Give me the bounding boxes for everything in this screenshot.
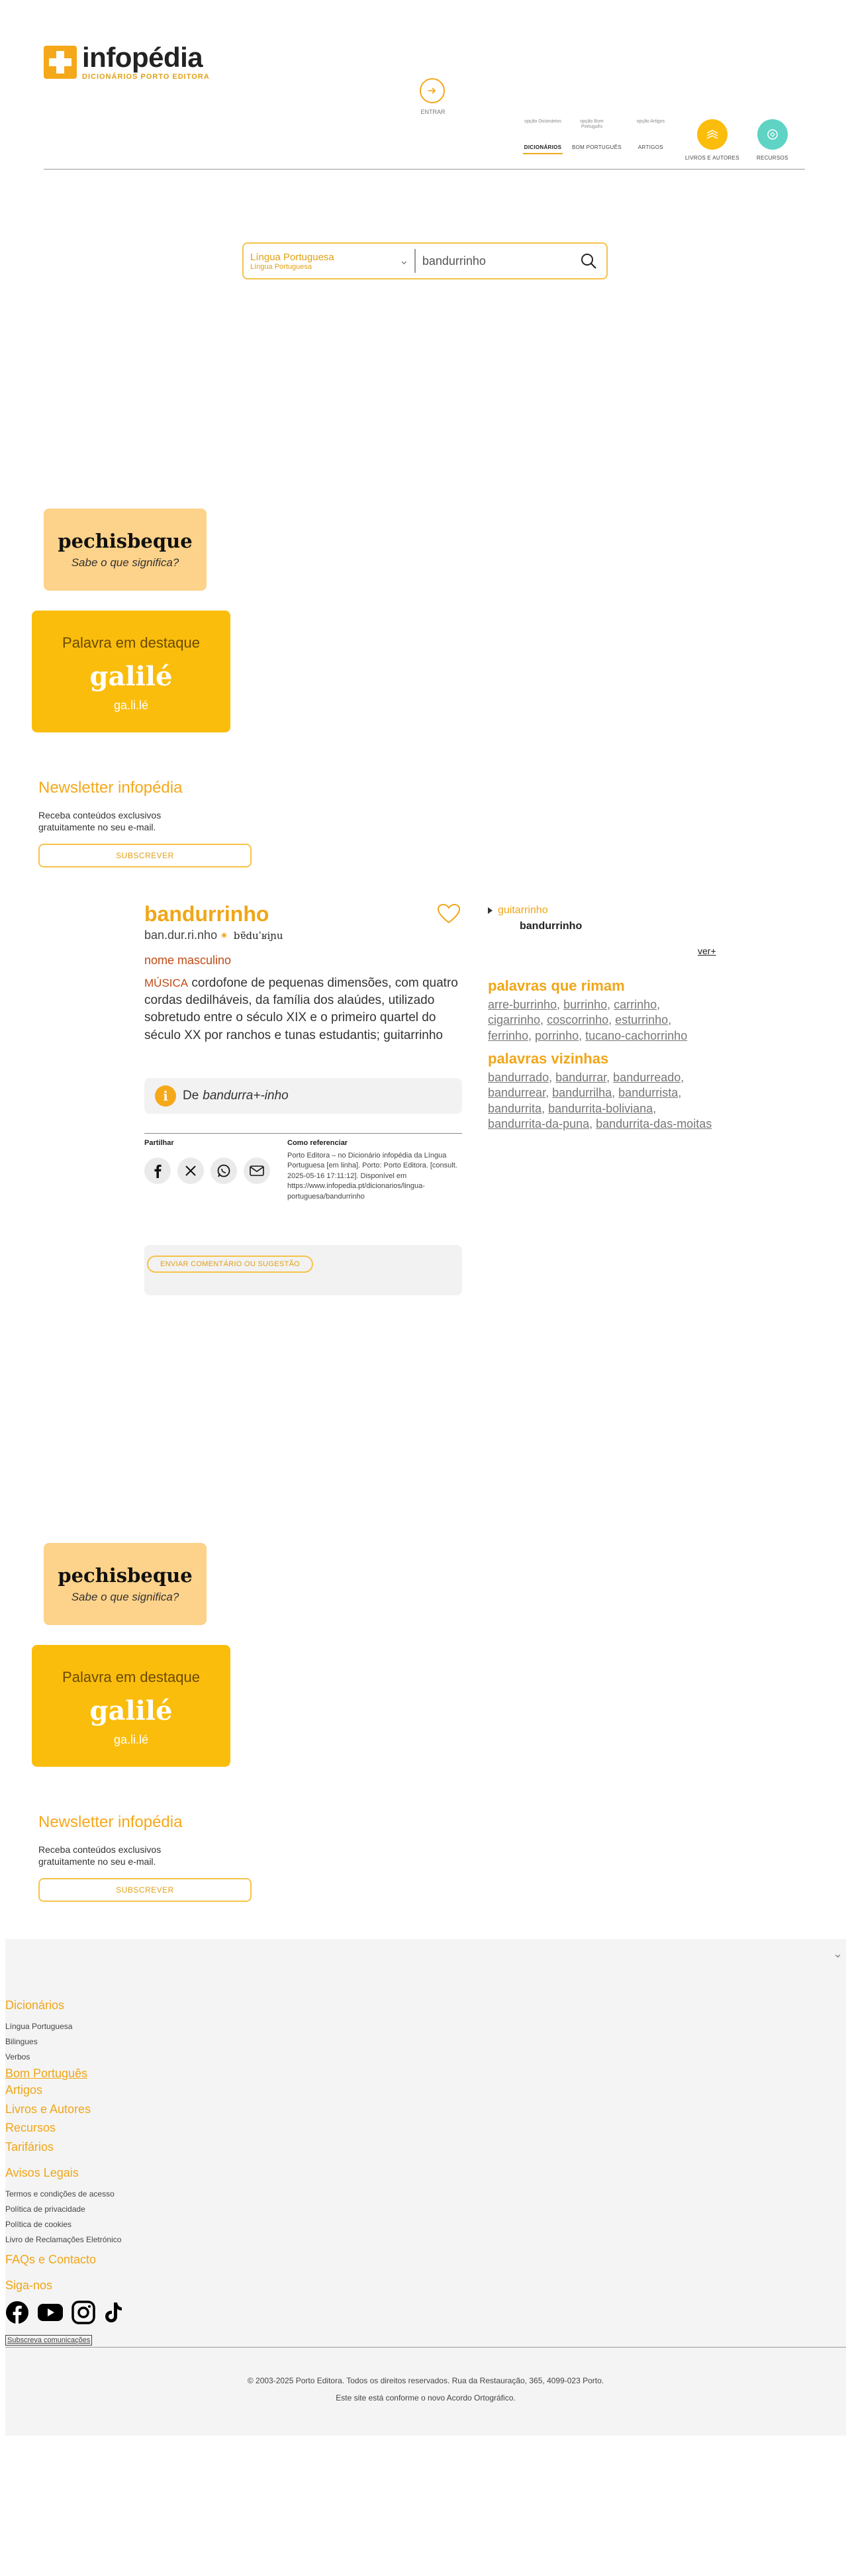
footer-copyright bbox=[5, 2372, 846, 2407]
copyright-text: © 2003-2025 Porto Editora. Todos os direitos reservados. Rua da Restauração, 365, 4099-023 Porto. bbox=[247, 2376, 604, 2385]
share-buttons bbox=[144, 1158, 270, 1184]
rhymes-title: palavras que rimam bbox=[488, 977, 625, 994]
newsletter-description: Receba conteúdos exclusivos gratuitamente no seu e-mail. bbox=[38, 810, 162, 833]
footer-dict-title[interactable]: Dicionários bbox=[5, 1999, 65, 2012]
neighbor-link[interactable]: bandurrado bbox=[488, 1071, 549, 1084]
see-more-link[interactable]: ver+ bbox=[698, 946, 716, 956]
logo-cross-icon bbox=[44, 46, 77, 79]
cite-text: Porto Editora – no Dicionário infopédia da Língua Portuguesa [em linha]. Porto: Porto Editora. [consult. 2025-05-16 17:11:12]. Disponível em https://www.infopedia.pt/dicionarios/lingua-portuguesa/bandurrinho bbox=[287, 1152, 457, 1201]
login-icon bbox=[420, 78, 445, 103]
footer-link-lingua[interactable]: Língua Portuguesa bbox=[5, 2022, 73, 2031]
nav-livros-autores-label: LIVROS E AUTORES bbox=[685, 155, 739, 161]
alphabetical-list bbox=[488, 905, 582, 932]
search-input[interactable] bbox=[416, 254, 576, 268]
entry-definition-text: cordofone de pequenas dimensões, com quatro cordas dedilháveis, da família dos alaúdes, utilizado sobretudo entre o século XIX e o primeiro quartel do século XX por ranchos e tunas estudantis; guitarrinho bbox=[144, 976, 458, 1042]
newsletter-title: Newsletter infopédia bbox=[38, 779, 183, 797]
footer-legal-title[interactable]: Avisos Legais bbox=[5, 2165, 79, 2179]
footer-link-termos[interactable]: Termos e condições de acesso bbox=[5, 2189, 115, 2199]
neighbor-link[interactable]: bandurrar bbox=[555, 1071, 607, 1084]
facebook-share-button[interactable] bbox=[144, 1158, 171, 1184]
nav-artigos[interactable] bbox=[631, 119, 671, 150]
quiz-prompt: Sabe o que significa? bbox=[71, 1591, 179, 1603]
entry-definition bbox=[144, 975, 462, 1044]
featured-word-card-2[interactable] bbox=[32, 1645, 230, 1767]
header-divider bbox=[44, 169, 805, 170]
footer-link-cookies[interactable]: Política de cookies bbox=[5, 2219, 72, 2229]
neighbor-link[interactable]: bandurrita-da-puna bbox=[488, 1117, 590, 1131]
quiz-word: pechisbeque bbox=[58, 530, 193, 552]
word-quiz-card[interactable] bbox=[44, 509, 207, 591]
footer-link-faqs[interactable]: FAQs e Contacto bbox=[5, 2252, 97, 2266]
neighbor-link[interactable]: bandurrita-das-moitas bbox=[596, 1117, 712, 1131]
footer-link-verbos[interactable]: Verbos bbox=[5, 2052, 30, 2061]
login-label: ENTRAR bbox=[420, 109, 446, 115]
featured-word: galilé bbox=[89, 1695, 173, 1726]
footer-divider bbox=[5, 2347, 846, 2348]
newsletter-description: Receba conteúdos exclusivos gratuitamente no seu e-mail. bbox=[38, 1844, 162, 1867]
email-share-button[interactable] bbox=[244, 1158, 270, 1184]
entry-domain: MÚSICA bbox=[144, 977, 189, 989]
newsletter-block-2 bbox=[38, 1813, 252, 1902]
rhyme-link[interactable]: tucano-cachorrinho bbox=[585, 1028, 688, 1042]
search-icon bbox=[580, 252, 597, 270]
nav-bom-portugues-label: BOM PORTUGUÊS bbox=[572, 144, 622, 150]
featured-syllables: ga.li.lé bbox=[113, 699, 149, 712]
instagram-icon[interactable] bbox=[71, 2301, 95, 2324]
nav-artigos-image: opção Artigos bbox=[636, 119, 665, 124]
dictionary-select-value: Língua Portuguesa bbox=[250, 251, 334, 263]
nav-recursos-label: RECURSOS bbox=[756, 155, 788, 161]
cite-title: Como referenciar bbox=[287, 1139, 348, 1147]
current-entry: bandurrinho bbox=[520, 920, 583, 932]
site-logo[interactable] bbox=[44, 44, 210, 81]
subscribe-comms-button[interactable]: Subscreva comunicações bbox=[5, 2335, 92, 2346]
neighbor-link[interactable]: bandurrear bbox=[488, 1086, 546, 1100]
orthography-text: Este site está conforme o novo Acordo Ortográfico. bbox=[336, 2393, 516, 2403]
neighbor-link[interactable]: bandurrita bbox=[488, 1101, 542, 1115]
chevron-down-icon[interactable]: ⌄ bbox=[833, 1947, 843, 1960]
facebook-icon[interactable] bbox=[5, 2301, 29, 2324]
chevron-down-icon: ⌄ bbox=[399, 254, 409, 267]
featured-word: galilé bbox=[89, 661, 173, 692]
featured-word-card[interactable] bbox=[32, 611, 230, 732]
neighbor-link[interactable]: bandurrista bbox=[618, 1086, 679, 1100]
tiktok-icon[interactable] bbox=[103, 2301, 123, 2324]
neighbor-link[interactable]: bandurreado bbox=[613, 1071, 681, 1084]
search-button[interactable] bbox=[576, 248, 601, 274]
main-nav bbox=[523, 119, 788, 161]
footer-link-bom-portugues[interactable]: Bom Português bbox=[5, 2067, 88, 2080]
newsletter-block bbox=[38, 779, 252, 867]
etymology-text: bandurra+-inho bbox=[203, 1089, 289, 1103]
mail-icon bbox=[250, 1165, 264, 1176]
neighbors-title: palavras vizinhas bbox=[488, 1050, 609, 1067]
logo-title: infopédia bbox=[82, 42, 203, 73]
rhyme-link[interactable]: arre-burrinho bbox=[488, 998, 557, 1011]
neighbor-link[interactable]: bandurrilha bbox=[552, 1086, 612, 1100]
word-quiz-card-2[interactable] bbox=[44, 1543, 207, 1625]
rhyme-link[interactable]: cigarrinho bbox=[488, 1013, 541, 1027]
heart-icon bbox=[437, 903, 461, 924]
feedback-button[interactable]: ENVIAR COMENTÁRIO OU SUGESTÃO bbox=[147, 1256, 313, 1273]
footer-link-livros[interactable]: Livros e Autores bbox=[5, 2102, 91, 2116]
newsletter-title: Newsletter infopédia bbox=[38, 1813, 183, 1831]
favorite-button[interactable] bbox=[437, 903, 461, 924]
footer-link-recursos[interactable]: Recursos bbox=[5, 2121, 56, 2135]
rhyme-link[interactable]: coscorrinho bbox=[547, 1013, 609, 1027]
logo-subtitle: DICIONÁRIOS PORTO EDITORA bbox=[82, 73, 210, 81]
quiz-prompt: Sabe o que significa? bbox=[71, 556, 179, 569]
entry-syllables: ban.dur.ri.nho bbox=[144, 928, 218, 942]
rhymes-list: arre-burrinho, burrinho, carrinho, cigarrinho, coscorrinho, esturrinho, ferrinho, porrinho, tucano-cachorrinho bbox=[488, 998, 688, 1042]
nav-dicionarios-image: opção Dicionários bbox=[524, 119, 561, 124]
whatsapp-icon bbox=[216, 1164, 231, 1178]
nav-artigos-label: ARTIGOS bbox=[638, 144, 663, 150]
footer-follow-title: Siga-nos bbox=[5, 2278, 53, 2292]
footer-link-tarifarios[interactable]: Tarifários bbox=[5, 2140, 54, 2154]
footer-link-artigos[interactable]: Artigos bbox=[5, 2083, 43, 2097]
x-share-button[interactable] bbox=[177, 1158, 204, 1184]
dictionary-select-sub: Língua Portuguesa bbox=[250, 262, 312, 271]
search-bar bbox=[242, 242, 608, 279]
footer-link-privacidade[interactable]: Política de privacidade bbox=[5, 2204, 85, 2214]
quiz-word: pechisbeque bbox=[58, 1564, 193, 1587]
nav-dicionarios-label: DICIONÁRIOS bbox=[523, 144, 563, 154]
dictionary-select[interactable] bbox=[244, 244, 414, 278]
footer bbox=[5, 1939, 846, 2436]
share-divider bbox=[144, 1133, 462, 1134]
rhyme-link[interactable]: porrinho bbox=[535, 1028, 579, 1042]
entry-pronunciation bbox=[144, 928, 283, 942]
neighbors-list: bandurrado, bandurrar, bandurreado, bandurrear, bandurrilha, bandurrista, bandurrita, bandurrita-boliviana, bandurrita-da-puna, bandurrita-das-moitas bbox=[488, 1071, 712, 1131]
footer-link-bilingues[interactable]: Bilingues bbox=[5, 2037, 38, 2046]
rhymes-section bbox=[488, 977, 717, 1044]
newsletter-subscribe-button[interactable]: SUBSCREVER bbox=[38, 1878, 252, 1902]
entry-headword: bandurrinho bbox=[144, 902, 269, 926]
youtube-icon[interactable] bbox=[37, 2303, 64, 2322]
entry-ipa: bɐ̃duˈʁiɲu bbox=[233, 929, 283, 942]
rhyme-link[interactable]: carrinho bbox=[614, 998, 657, 1011]
rhyme-link[interactable]: burrinho bbox=[563, 998, 608, 1011]
books-icon bbox=[697, 119, 728, 150]
etymology-box bbox=[144, 1078, 462, 1114]
social-links bbox=[5, 2301, 123, 2324]
featured-title: Palavra em destaque bbox=[62, 634, 200, 651]
etymology-prefix: De bbox=[183, 1089, 199, 1103]
nav-bom-portugues[interactable] bbox=[572, 119, 622, 150]
prev-entry-link[interactable]: guitarrinho bbox=[488, 905, 582, 916]
nav-bom-portugues-image: opção Bom Português bbox=[580, 119, 604, 130]
newsletter-subscribe-button[interactable]: SUBSCREVER bbox=[38, 844, 252, 867]
nav-livros-autores[interactable] bbox=[685, 119, 739, 161]
info-icon: i bbox=[155, 1085, 176, 1107]
rhyme-link[interactable]: ferrinho bbox=[488, 1028, 529, 1042]
nav-recursos[interactable] bbox=[757, 119, 788, 161]
neighbor-link[interactable]: bandurrita-boliviana bbox=[548, 1101, 653, 1115]
facebook-icon bbox=[151, 1164, 164, 1178]
login-button[interactable] bbox=[420, 78, 446, 115]
footer-links bbox=[5, 1999, 123, 2346]
share-title: Partilhar bbox=[144, 1139, 174, 1147]
featured-title: Palavra em destaque bbox=[62, 1669, 200, 1685]
neighbors-section bbox=[488, 1050, 717, 1132]
entry-category: nome masculino bbox=[144, 954, 232, 967]
rhyme-link[interactable]: esturrinho bbox=[615, 1013, 669, 1027]
audio-icon[interactable]: ◉ bbox=[221, 932, 227, 939]
footer-link-reclamacoes[interactable]: Livro de Reclamações Eletrónico bbox=[5, 2234, 122, 2244]
resources-icon bbox=[757, 119, 788, 150]
x-icon bbox=[185, 1165, 197, 1177]
nav-dicionarios[interactable] bbox=[523, 119, 563, 154]
feedback-box bbox=[144, 1245, 462, 1295]
featured-syllables: ga.li.lé bbox=[113, 1733, 149, 1746]
whatsapp-share-button[interactable] bbox=[211, 1158, 237, 1184]
